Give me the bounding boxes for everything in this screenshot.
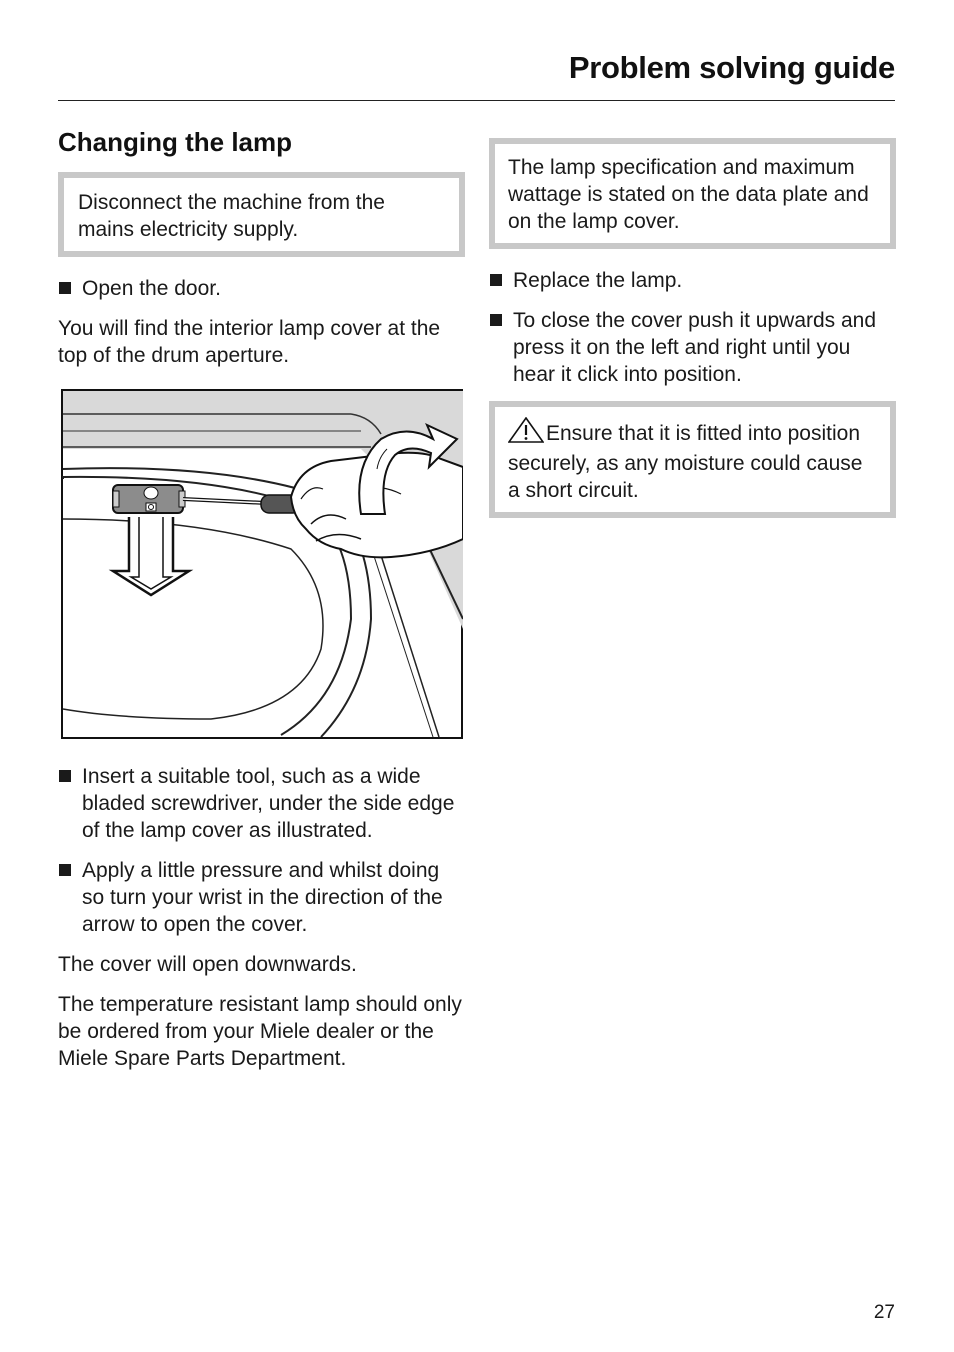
bullet-square-icon [59, 864, 71, 876]
warning-triangle-icon [508, 417, 544, 450]
left-column [58, 124, 465, 1085]
bullet-square-icon [59, 770, 71, 782]
lamp-cover-illustration [61, 389, 463, 739]
cover-opens-paragraph: The cover will open downwards. [58, 953, 357, 976]
page-number: 27 [873, 1302, 895, 1323]
step-close-cover-text: To close the cover push it upwards and press it on the left and right until you hear it click into position. [513, 309, 877, 386]
step-open-door [58, 275, 465, 302]
step-insert-tool [58, 763, 465, 844]
step-insert-tool-text: Insert a suitable tool, such as a wide bladed screwdriver, under the side edge of the lamp cover as illustrated. [82, 765, 455, 842]
lamp-location-paragraph: You will find the interior lamp cover at the top of the drum aperture. [58, 317, 441, 367]
section-heading: Changing the lamp [58, 127, 292, 157]
secure-fit-warning-text: Ensure that it is fitted into position securely, as any moisture could cause a short circuit. [508, 422, 863, 502]
ordering-paragraph: The temperature resistant lamp should only be ordered from your Miele dealer or the Miele Spare Parts Department. [58, 993, 462, 1070]
bullet-square-icon [490, 274, 502, 286]
disconnect-warning-box [58, 172, 465, 257]
step-replace-lamp-text: Replace the lamp. [513, 269, 683, 292]
lamp-spec-note-box [489, 138, 896, 249]
page-title: Problem solving guide [568, 50, 895, 85]
bullet-square-icon [59, 282, 71, 294]
lamp-spec-note-text: The lamp specification and maximum wattage is stated on the data plate and on the lamp cover. [508, 156, 869, 233]
step-replace-lamp [489, 267, 896, 294]
disconnect-warning-text: Disconnect the machine from the mains electricity supply. [78, 191, 385, 241]
right-column [489, 138, 896, 518]
step-close-cover [489, 307, 896, 388]
step-apply-pressure-text: Apply a little pressure and whilst doing so turn your wrist in the direction of the arrow to open the cover. [82, 859, 443, 936]
bullet-square-icon [490, 314, 502, 326]
step-open-door-text: Open the door. [82, 277, 221, 300]
step-apply-pressure [58, 857, 465, 938]
header-divider [58, 100, 895, 101]
lamp-cover-icon [113, 485, 185, 513]
secure-fit-warning-box [489, 401, 896, 518]
